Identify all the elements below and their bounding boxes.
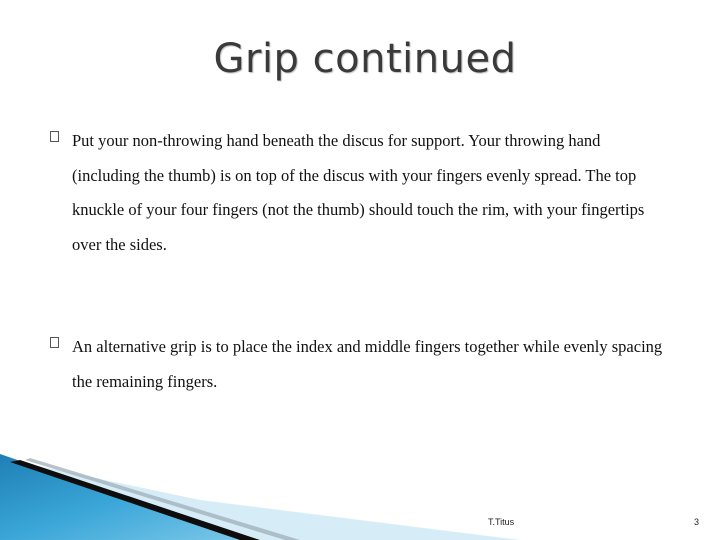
bullet-marker-icon xyxy=(50,337,59,348)
bullet-marker-icon xyxy=(50,131,59,142)
bullet-text: An alternative grip is to place the index and middle fingers together while evenly spacing the remaining fingers. xyxy=(72,337,663,391)
bullet-text: Put your non-throwing hand beneath the discus for support. Your throwing hand (including the thumb) is on top of the discus with your fingers evenly spread. The top knuckle of your four fingers (not the thumb) should touch the rim, with your fingertips over the sides. xyxy=(72,131,645,254)
footer-author: T.Titus xyxy=(488,517,515,527)
slide-title: Grip continued xyxy=(213,36,517,82)
corner-decoration xyxy=(0,440,720,540)
page-number: 3 xyxy=(694,517,700,527)
